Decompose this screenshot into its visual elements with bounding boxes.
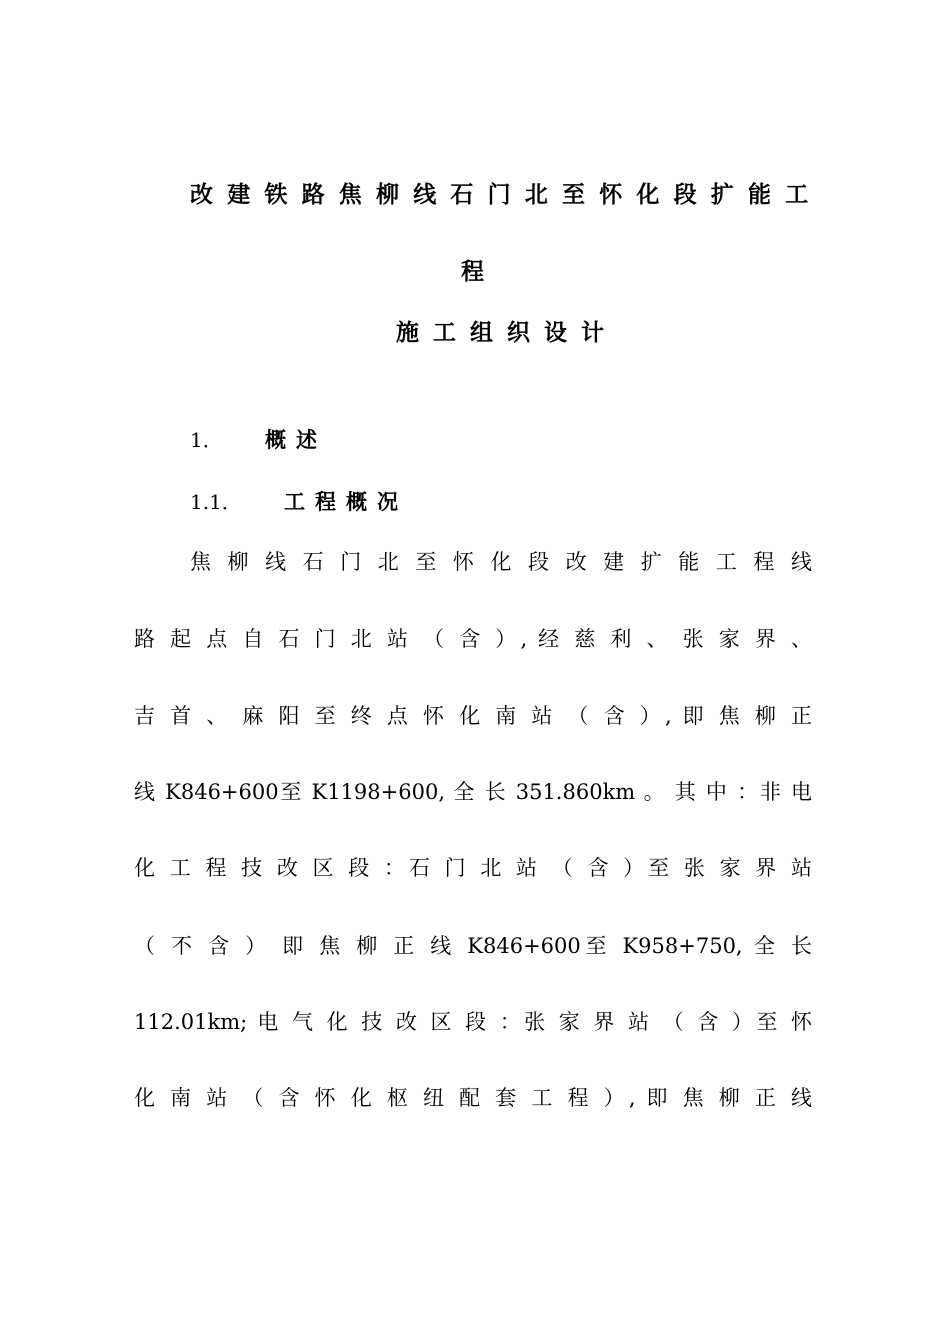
section-title: 工程概况 bbox=[284, 490, 408, 514]
paragraph-line: 112.01km; 电 气 化 技 改 区 段 ：张 家 界 站 （ 含 ）至 怀 bbox=[134, 1010, 812, 1034]
document-title-line-1: 改建铁路焦柳线石门北至怀化段扩能工 bbox=[190, 182, 823, 208]
paragraph-line: 吉 首 、 麻 阳 至 终 点 怀 化 南 站 （ 含 ）, 即 焦 柳 正 bbox=[134, 704, 812, 728]
section-number: 1.1． bbox=[190, 490, 242, 514]
paragraph-line: 路 起 点 自 石 门 北 站 （ 含 ）, 经 慈 利 、 张 家 界 、 bbox=[134, 627, 812, 651]
section-number: 1． bbox=[190, 428, 223, 452]
section-heading-1 bbox=[190, 424, 327, 453]
paragraph-line: 化 南 站 （ 含 怀 化 枢 纽 配 套 工 程 ）, 即 焦 柳 正 线 bbox=[134, 1086, 812, 1110]
paragraph-line: 线 K846+600至 K1198+600, 全 长 351.860km 。 其 中 ：非 电 bbox=[134, 780, 812, 804]
document-subtitle: 施工组织设计 bbox=[396, 320, 618, 346]
section-heading-1-1 bbox=[190, 486, 408, 515]
paragraph-line: 焦 柳 线 石 门 北 至 怀 化 段 改 建 扩 能 工 程 线 bbox=[190, 550, 812, 574]
document-title-line-2: 程 bbox=[461, 259, 484, 285]
paragraph-line: （ 不 含 ） 即 焦 柳 正 线 K846+600至 K958+750, 全 长 bbox=[134, 934, 812, 958]
paragraph-line: 化 工 程 技 改 区 段 ：石 门 北 站 （ 含 ）至 张 家 界 站 bbox=[134, 856, 812, 880]
section-title: 概述 bbox=[265, 428, 327, 452]
